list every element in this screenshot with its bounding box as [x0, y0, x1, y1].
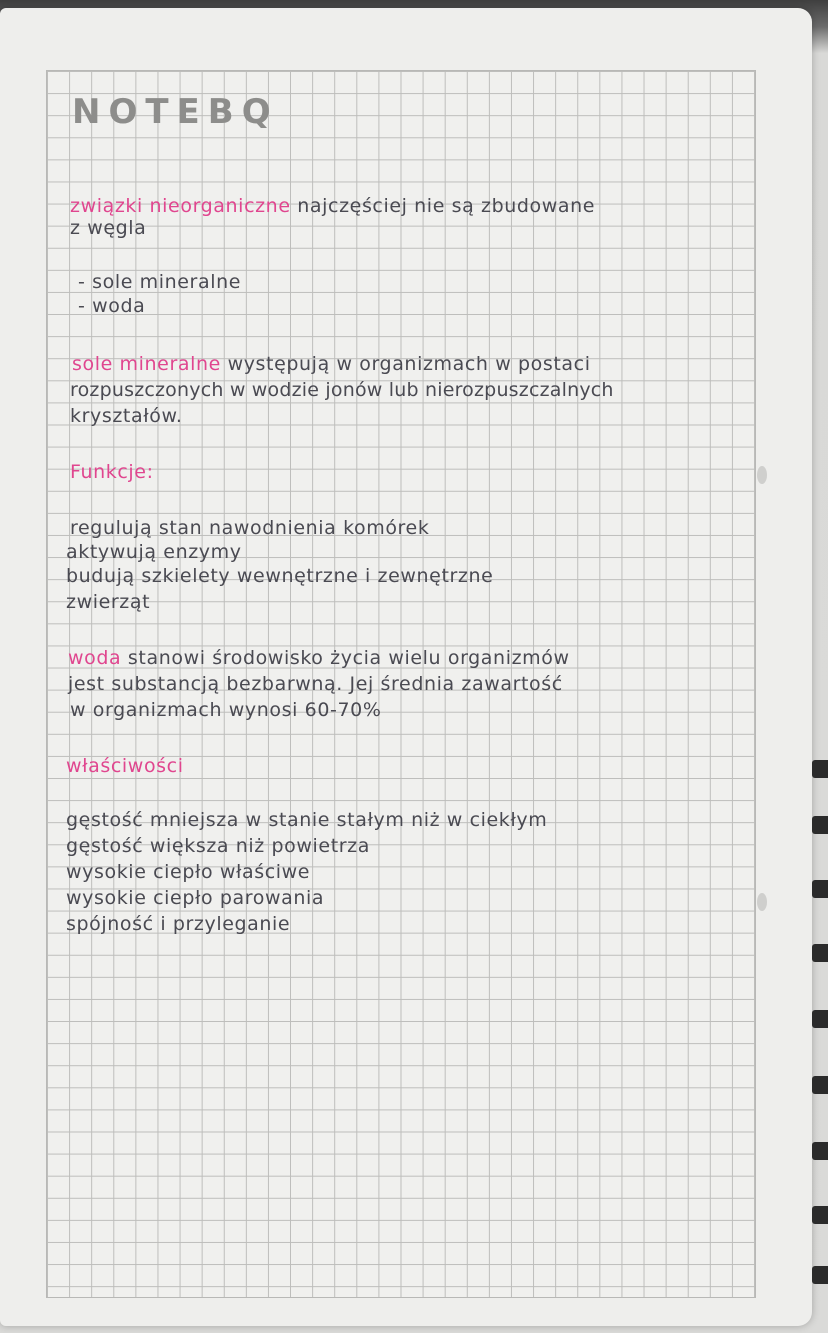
list-item: - woda	[78, 295, 146, 317]
note-line: kryształów.	[70, 405, 183, 427]
section-heading: Funkcje:	[70, 461, 154, 483]
note-text: najczęściej nie są zbudowane	[297, 195, 596, 217]
spiral-ring	[812, 760, 828, 778]
list-item: gęstość większa niż powietrza	[66, 835, 370, 857]
note-line	[70, 194, 595, 218]
note-line: rozpuszczonych w wodzie jonów lub nierozpuszczalnych	[70, 379, 614, 401]
note-line: z węgla	[70, 217, 147, 239]
spiral-ring	[812, 1010, 828, 1028]
notebook-brand: NOTEBQ	[72, 92, 279, 132]
list-item: - sole mineralne	[78, 271, 242, 293]
punch-hole	[757, 466, 767, 484]
punch-hole	[757, 893, 767, 911]
spiral-ring	[812, 1266, 828, 1284]
notebook-page	[0, 8, 812, 1326]
list-item: budują szkielety wewnętrzne i zewnętrzne	[66, 565, 494, 587]
note-line: jest substancją bezbarwną. Jej średnia zawartość	[68, 673, 563, 695]
list-item: gęstość mniejsza w stanie stałym niż w ciekłym	[66, 809, 548, 831]
spiral-ring	[812, 944, 828, 962]
keyword: związki nieorganiczne	[70, 195, 291, 217]
note-text: stanowi środowisko życia wielu organizmów	[127, 647, 570, 669]
list-item: regulują stan nawodnienia komórek	[70, 517, 430, 539]
spiral-ring	[812, 1206, 828, 1224]
spiral-ring	[812, 880, 828, 898]
keyword: sole mineralne	[72, 353, 221, 375]
list-item: zwierząt	[66, 591, 151, 613]
list-item: spójność i przyleganie	[66, 913, 291, 935]
spiral-ring	[812, 816, 828, 834]
note-line	[68, 646, 570, 670]
spiral-binding	[808, 760, 828, 1300]
note-line: w organizmach wynosi 60-70%	[70, 699, 382, 721]
list-item: wysokie ciepło właściwe	[66, 861, 311, 883]
spiral-ring	[812, 1142, 828, 1160]
list-item: wysokie ciepło parowania	[66, 887, 325, 909]
keyword: woda	[68, 647, 122, 669]
list-item: aktywują enzymy	[66, 541, 242, 563]
note-text: występują w organizmach w postaci	[227, 353, 591, 375]
spiral-ring	[812, 1076, 828, 1094]
note-line	[72, 352, 591, 376]
section-heading: właściwości	[66, 755, 184, 777]
